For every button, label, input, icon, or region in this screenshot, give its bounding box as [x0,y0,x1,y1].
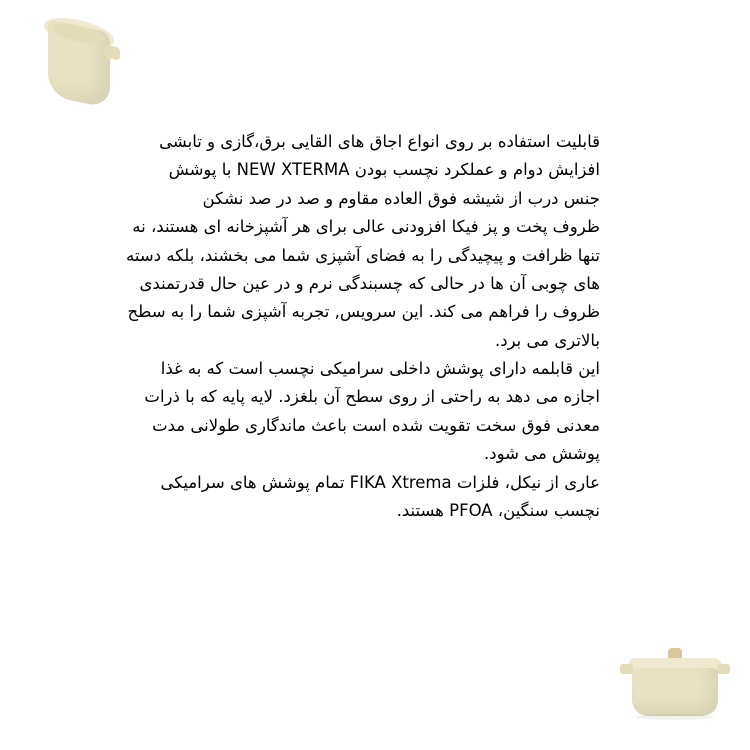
product-image-top-left [20,18,140,110]
description-paragraph-2: افزایش دوام و عملکرد نچسب بودن NEW XTERMA با پوشش [168,160,600,180]
description-paragraph-1: قابلیت استفاده بر روی انواع اجاق های القایی برق،گازی و تابشی [159,132,600,151]
description-paragraph-3: جنس درب از شیشه فوق العاده مقاوم و صد در صد نشکن [202,188,600,208]
product-description [120,128,600,525]
product-image-bottom-right [620,640,730,732]
description-paragraph-4: ظروف پخت و پز فیکا افزودنی عالی برای هر آشپزخانه ای هستند، نه تنها ظرافت و پیچیدگی را به فضای آشپزی شما می بخشند، بلکه دسته های چوبی آن ها در حالی که چسبندگی نرم و در عین حال قدرتمندی ظروف را فراهم می کند. این سرویس, تجربه آشپزی شما را به سطح بالاتری می برد. [126,217,600,350]
pot-handle-right [717,664,730,674]
description-paragraph-5: این قابلمه دارای پوشش داخلی سرامیکی نچسب است که به غذا اجازه می دهد به راحتی از روی سطح آن بلغزد. لایه پایه که با ذرات معدنی فوق سخت تقویت شده است باعث ماندگاری طولانی مدت پوشش می شود. [144,359,600,464]
pot-body-front [632,668,718,716]
pot-shadow [636,714,714,720]
description-paragraph-6: عاری از نیکل، فلزات FIKA Xtrema تمام پوشش های سرامیکی نچسب سنگین، PFOA هستند. [160,472,600,520]
